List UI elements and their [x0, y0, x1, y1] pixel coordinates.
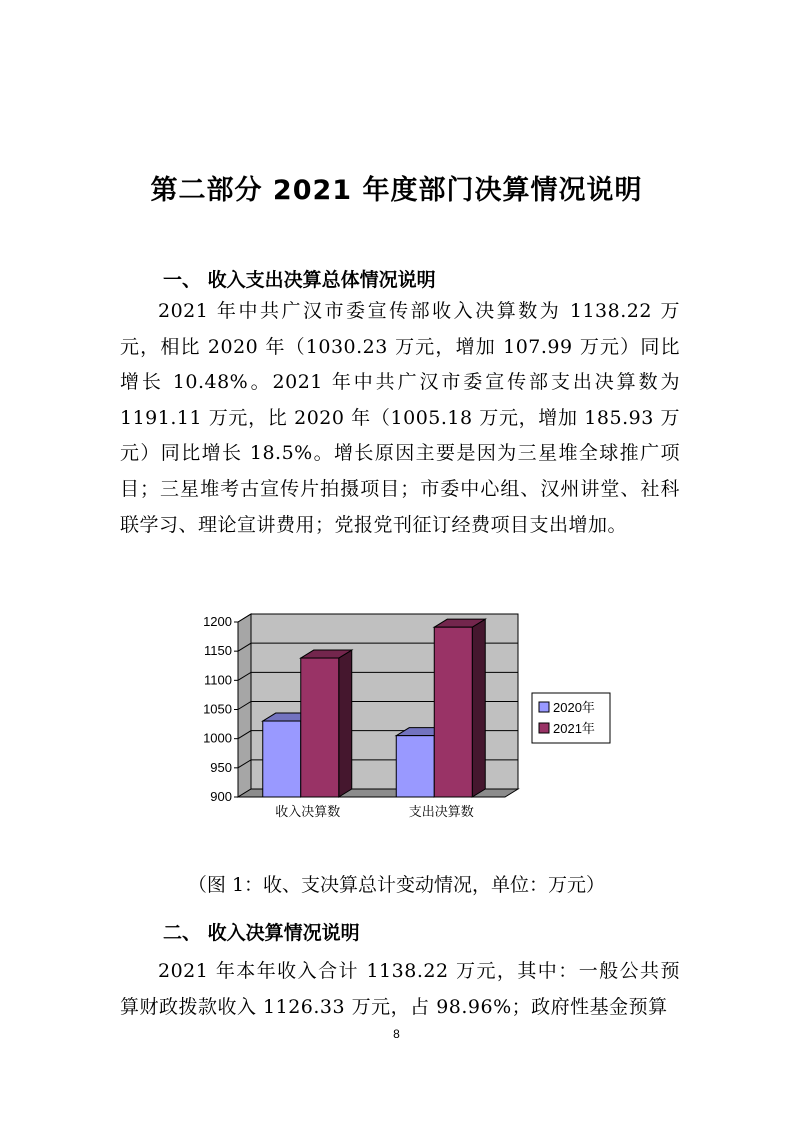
income-expense-bar-chart	[200, 600, 620, 830]
bar-front	[263, 721, 301, 797]
section-paragraph-income: 2021 年本年收入合计 1138.22 万元，其中：一般公共预算财政拨款收入 1126.33 万元，占 98.96%；政府性基金预算	[120, 960, 680, 1018]
y-tick-label: 1150	[204, 643, 232, 659]
x-category-label: 收入决算数	[275, 804, 341, 819]
bar	[301, 650, 352, 797]
legend-label: 2020年	[553, 700, 595, 715]
y-tick-label: 1100	[204, 672, 232, 688]
page-title: 第二部分 2021 年度部门决算情况说明	[150, 175, 643, 206]
bar-front	[434, 627, 472, 797]
legend-swatch	[539, 723, 549, 733]
bar	[434, 619, 485, 797]
y-tick-label: 950	[210, 759, 232, 775]
page-number: 8	[393, 1027, 400, 1041]
bar-side	[339, 650, 352, 797]
legend-swatch	[539, 702, 549, 712]
y-tick-label: 1000	[203, 730, 232, 746]
figure-caption: （图 1：收、支决算总计变动情况，单位：万元）	[187, 874, 606, 896]
bar-side	[472, 619, 485, 797]
x-category-label: 支出决算数	[408, 804, 474, 819]
y-tick-label: 900	[210, 789, 232, 804]
y-tick-label: 1200	[203, 614, 232, 629]
section-paragraph-income-expense: 2021 年中共广汉市委宣传部收入决算数为 1138.22 万元，相比 2020 年（1030.23 万元，增加 107.99 万元）同比增长 10.48%。2021 年中共广汉市委宣传部支出决算数为 1191.11 万元，比 2020 年（1005.18 万元，增加 185.93 万元）同比增长 18.5%。增长原因主要是因为三星堆全球推广项目；三星堆考古宣传片拍摄项目；市委中心组、汉州讲堂、社科联学习、理论宣讲费用；党报党刊征订经费项目支出增加。	[120, 300, 680, 536]
bar-front	[301, 658, 339, 797]
bar-front	[396, 736, 434, 797]
legend-label: 2021年	[553, 721, 595, 736]
section-heading-income: 二、 收入决算情况说明	[163, 922, 360, 944]
y-tick-label: 1050	[203, 701, 232, 717]
section-heading-income-expense: 一、 收入支出决算总体情况说明	[163, 269, 436, 291]
